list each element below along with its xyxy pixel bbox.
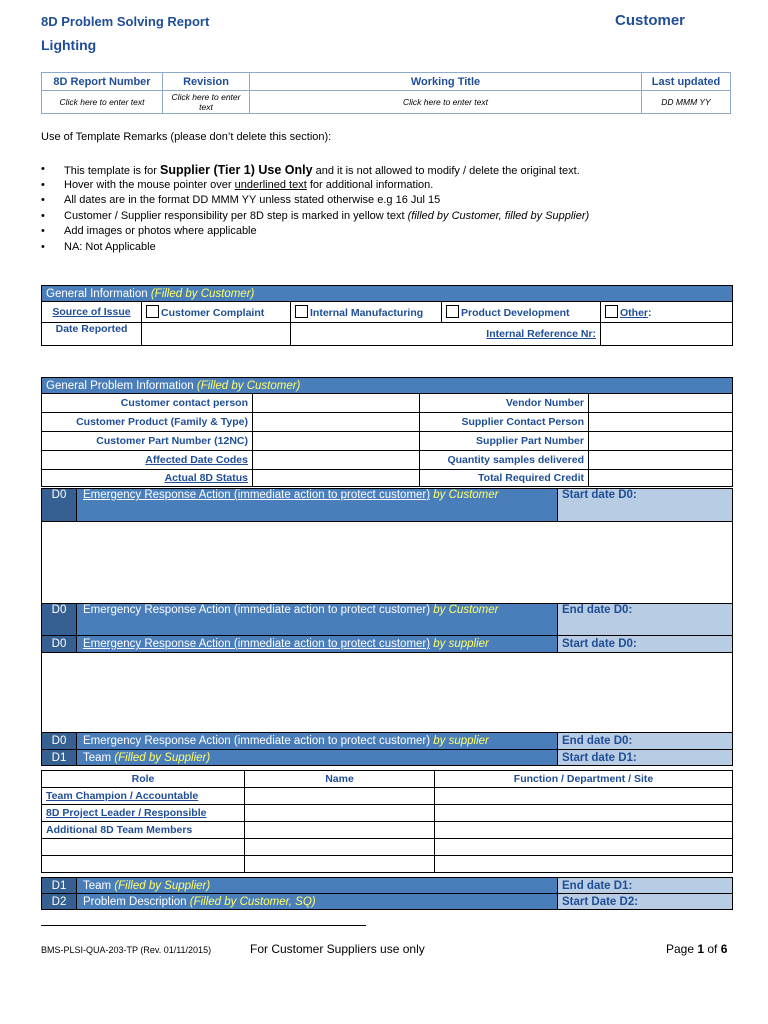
d0-code: D0 [42, 636, 77, 653]
internal-reference-label[interactable]: Internal Reference Nr: [486, 328, 596, 340]
customer-contact-field[interactable] [253, 394, 420, 413]
report-subtitle: Lighting [41, 37, 97, 53]
col-name: Name [245, 771, 435, 788]
member-function-field[interactable] [435, 856, 733, 873]
d0-customer-content[interactable] [42, 522, 733, 604]
team-champion-name-field[interactable] [245, 788, 435, 805]
member-function-field[interactable] [435, 839, 733, 856]
member-function-field[interactable] [435, 822, 733, 839]
date-reported-label: Date Reported [42, 323, 142, 346]
remarks-title: Use of Template Remarks (please don’t delete this section): [41, 131, 332, 143]
problem-info-header: General Problem Information (Filled by Customer) [42, 378, 733, 394]
customer-label: Customer [615, 12, 686, 29]
report-info-table [41, 72, 731, 114]
affected-date-codes-field[interactable] [253, 451, 420, 470]
d1-start-date-label[interactable]: Start date D1: [558, 750, 733, 766]
general-info-table [41, 285, 733, 346]
revision-field[interactable]: Click here to enter text [163, 91, 250, 114]
d2-problem-header: Problem Description (Filled by Customer, SQ) [77, 894, 558, 910]
affected-date-codes-link[interactable]: Affected Date Codes [145, 454, 248, 466]
vendor-number-label: Vendor Number [420, 394, 589, 413]
option-internal-manufacturing[interactable]: Internal Manufacturing [291, 302, 442, 323]
member-role-field[interactable] [42, 856, 245, 873]
d0-supplier-header: Emergency Response Action (immediate action to protect customer) by supplier [77, 636, 558, 653]
option-customer-complaint[interactable]: Customer Complaint [142, 302, 291, 323]
project-leader-link[interactable]: 8D Project Leader / Responsible [46, 807, 207, 819]
supplier-contact-label: Supplier Contact Person [420, 413, 589, 432]
d0-customer-section [41, 488, 733, 766]
d2-code: D2 [42, 894, 77, 910]
source-of-issue-link[interactable]: Source of Issue [52, 306, 131, 318]
footer-divider [41, 925, 366, 926]
project-leader-name-field[interactable] [245, 805, 435, 822]
supplier-part-number-label: Supplier Part Number [420, 432, 589, 451]
actual-8d-status-link[interactable]: Actual 8D Status [164, 472, 248, 484]
vendor-number-field[interactable] [589, 394, 733, 413]
d1-team-header: Team (Filled by Supplier) [77, 750, 558, 766]
checkbox[interactable] [446, 305, 459, 318]
problem-info-table [41, 377, 733, 487]
option-product-development[interactable]: Product Development [442, 302, 601, 323]
d0-customer-header: Emergency Response Action (immediate action to protect customer) by Customer [77, 489, 558, 522]
col-function: Function / Department / Site [435, 771, 733, 788]
d0-supplier-end-date-label[interactable]: End date D0: [558, 733, 733, 750]
list-item: • Customer / Supplier responsibility per 8D step is marked in yellow text (filled by Customer, filled by Supplier) [41, 210, 589, 226]
col-role: Role [42, 771, 245, 788]
last-updated-field[interactable]: DD MMM YY [642, 91, 731, 114]
d0-supplier-start-date-label[interactable]: Start date D0: [558, 636, 733, 653]
d0-code: D0 [42, 604, 77, 636]
option-other[interactable]: Other: [601, 302, 733, 323]
project-leader-function-field[interactable] [435, 805, 733, 822]
customer-product-field[interactable] [253, 413, 420, 432]
remarks-list [41, 163, 589, 256]
col-last-updated: Last updated [642, 73, 731, 91]
quantity-samples-field[interactable] [589, 451, 733, 470]
customer-contact-label: Customer contact person [42, 394, 253, 413]
team-champion-function-field[interactable] [435, 788, 733, 805]
team-champion-link[interactable]: Team Champion / Accountable [46, 790, 199, 802]
checkbox[interactable] [146, 305, 159, 318]
quantity-samples-label: Quantity samples delivered [420, 451, 589, 470]
actual-8d-status-field[interactable] [253, 470, 420, 487]
checkbox[interactable] [295, 305, 308, 318]
customer-product-label: Customer Product (Family & Type) [42, 413, 253, 432]
report-title: 8D Problem Solving Report [41, 14, 210, 29]
member-name-field[interactable] [245, 856, 435, 873]
d2-start-date-label[interactable]: Start Date D2: [558, 894, 733, 910]
list-item: • Hover with the mouse pointer over underlined text for additional information. [41, 179, 589, 195]
report-number-field[interactable]: Click here to enter text [42, 91, 163, 114]
internal-reference-field[interactable] [601, 323, 733, 346]
d0-end-date-label[interactable]: End date D0: [558, 604, 733, 636]
total-credit-label: Total Required Credit [420, 470, 589, 487]
d1-end-date-label[interactable]: End date D1: [558, 878, 733, 894]
d0-start-date-label[interactable]: Start date D0: [558, 489, 733, 522]
col-report-number: 8D Report Number [42, 73, 163, 91]
member-role-field[interactable] [42, 839, 245, 856]
customer-part-number-field[interactable] [253, 432, 420, 451]
d1-code: D1 [42, 750, 77, 766]
date-reported-field[interactable] [142, 323, 291, 346]
supplier-contact-field[interactable] [589, 413, 733, 432]
customer-part-number-label: Customer Part Number (12NC) [42, 432, 253, 451]
col-revision: Revision [163, 73, 250, 91]
supplier-part-number-field[interactable] [589, 432, 733, 451]
page-number: Page 1 of 6 [666, 942, 728, 956]
d0-code: D0 [42, 489, 77, 522]
general-info-header: General Information (Filled by Customer) [42, 286, 733, 302]
member-name-field[interactable] [245, 839, 435, 856]
footer-note: For Customer Suppliers use only [250, 942, 425, 956]
footer-doc-id: BMS-PLSI-QUA-203-TP (Rev. 01/11/2015) [41, 945, 212, 955]
list-item: • This template is for Supplier (Tier 1) Use Only and it is not allowed to modify / delete the original text. [41, 163, 589, 179]
additional-members-label: Additional 8D Team Members [42, 822, 245, 839]
d0-supplier-content[interactable] [42, 653, 733, 733]
d1-code: D1 [42, 878, 77, 894]
checkbox[interactable] [605, 305, 618, 318]
total-credit-field[interactable] [589, 470, 733, 487]
d1-team-table [41, 770, 733, 873]
d0-supplier-end-header: Emergency Response Action (immediate action to protect customer) by supplier [77, 733, 558, 750]
list-item: • NA: Not Applicable [41, 241, 589, 257]
working-title-field[interactable]: Click here to enter text [250, 91, 642, 114]
col-working-title: Working Title [250, 73, 642, 91]
list-item: • Add images or photos where applicable [41, 225, 589, 241]
d1-d2-section [41, 877, 733, 910]
list-item: • All dates are in the format DD MMM YY unless stated otherwise e.g 16 Jul 15 [41, 194, 589, 210]
d0-customer-end-header: Emergency Response Action (immediate action to protect customer) by Customer [77, 604, 558, 636]
d1-team-end-header: Team (Filled by Supplier) [77, 878, 558, 894]
d0-code: D0 [42, 733, 77, 750]
member-name-field[interactable] [245, 822, 435, 839]
